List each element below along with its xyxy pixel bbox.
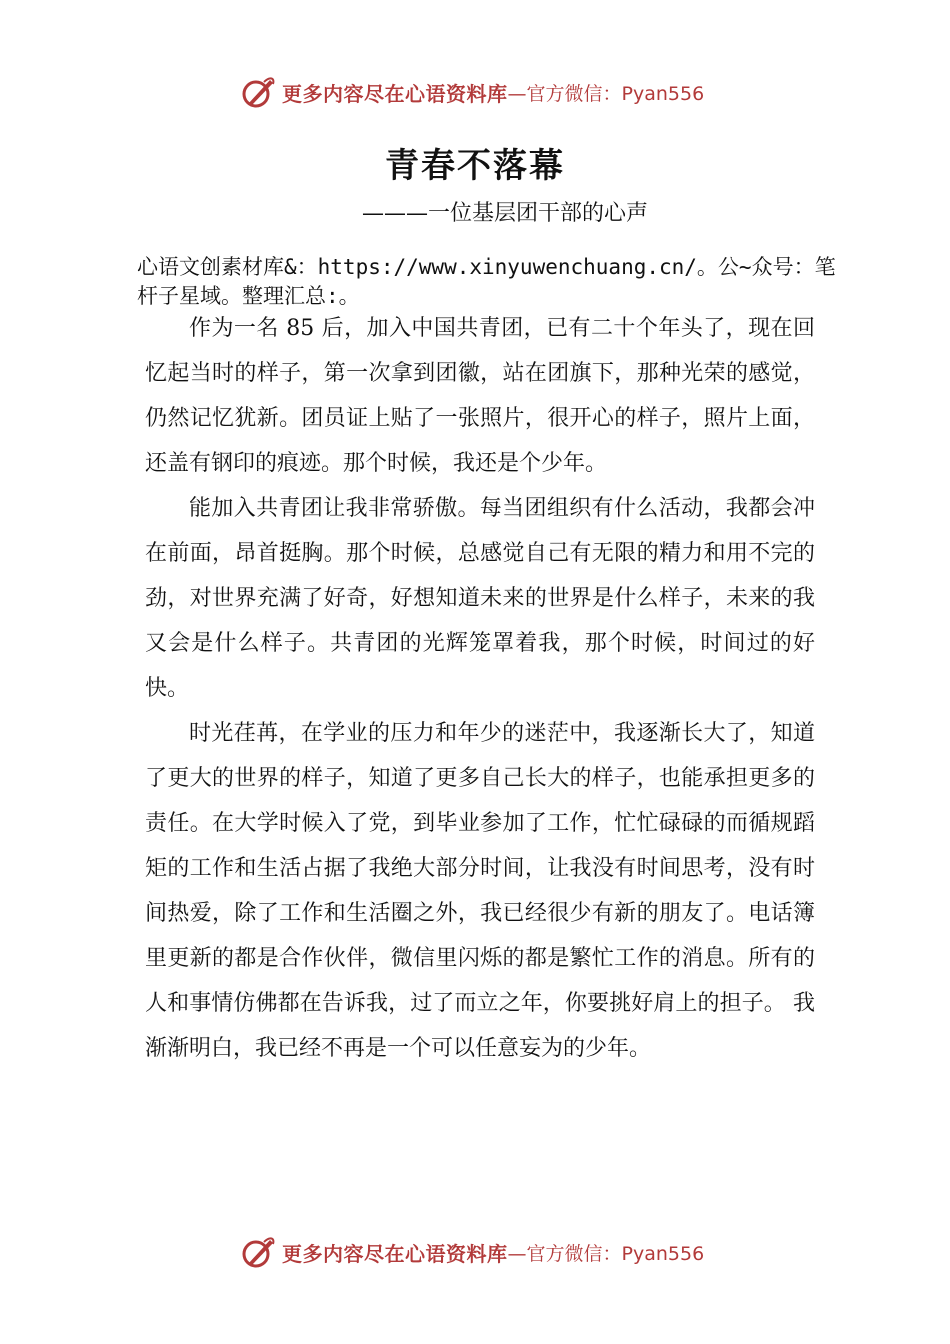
paragraph: 作为一名 85 后，加入中国共青团，已有二十个年头了，现在回忆起当时的样子，第一次拿到团徽，站在团旗下，那种光荣的感觉，仍然记忆犹新。团员证上贴了一张照片，很开心的样子，照片上面，还盖有钢印的痕迹。那个时候，我还是个少年。 [145, 316, 815, 476]
quill-logo-icon [240, 1234, 276, 1270]
page-title: 青春不落幕 [385, 146, 565, 186]
article-body [145, 306, 815, 1071]
header-banner [240, 72, 740, 112]
footer-banner [240, 1232, 740, 1272]
banner-wechat-text: —官方微信：Pyan556 [507, 82, 705, 105]
source-note: 心语文创素材库&：https://www.xinyuwenchuang.cn/。公~众号：笔杆子星域。整理汇总:。 [137, 255, 836, 308]
paragraph: 时光荏苒，在学业的压力和年少的迷茫中，我逐渐长大了，知道了更大的世界的样子，知道了更多自己长大的样子，也能承担更多的责任。在大学时候入了党，到毕业参加了工作，忙忙碌碌的而循规蹈矩的工作和生活占据了我绝大部分时间，让我没有时间思考，没有时间热爱，除了工作和生活圈之外，我已经很少有新的朋友了。电话簿里更新的都是合作伙伴，微信里闪烁的都是繁忙工作的消息。所有的人和事情仿佛都在告诉我，过了而立之年，你要挑好肩上的担子。 我渐渐明白，我已经不再是一个可以任意妄为的少年。 [145, 721, 815, 1061]
quill-logo-icon [240, 74, 276, 110]
banner-wechat-text: —官方微信：Pyan556 [507, 1242, 705, 1265]
page-subtitle: ———一位基层团干部的心声 [361, 201, 648, 226]
banner-main-text: 更多内容尽在心语资料库 [282, 81, 508, 106]
paragraph: 能加入共青团让我非常骄傲。每当团组织有什么活动，我都会冲在前面，昂首挺胸。那个时候，总感觉自己有无限的精力和用不完的劲，对世界充满了好奇，好想知道未来的世界是什么样子，未来的我又会是什么样子。共青团的光辉笼罩着我，那个时候，时间过的好快。 [145, 496, 815, 701]
banner-main-text: 更多内容尽在心语资料库 [282, 1241, 508, 1266]
